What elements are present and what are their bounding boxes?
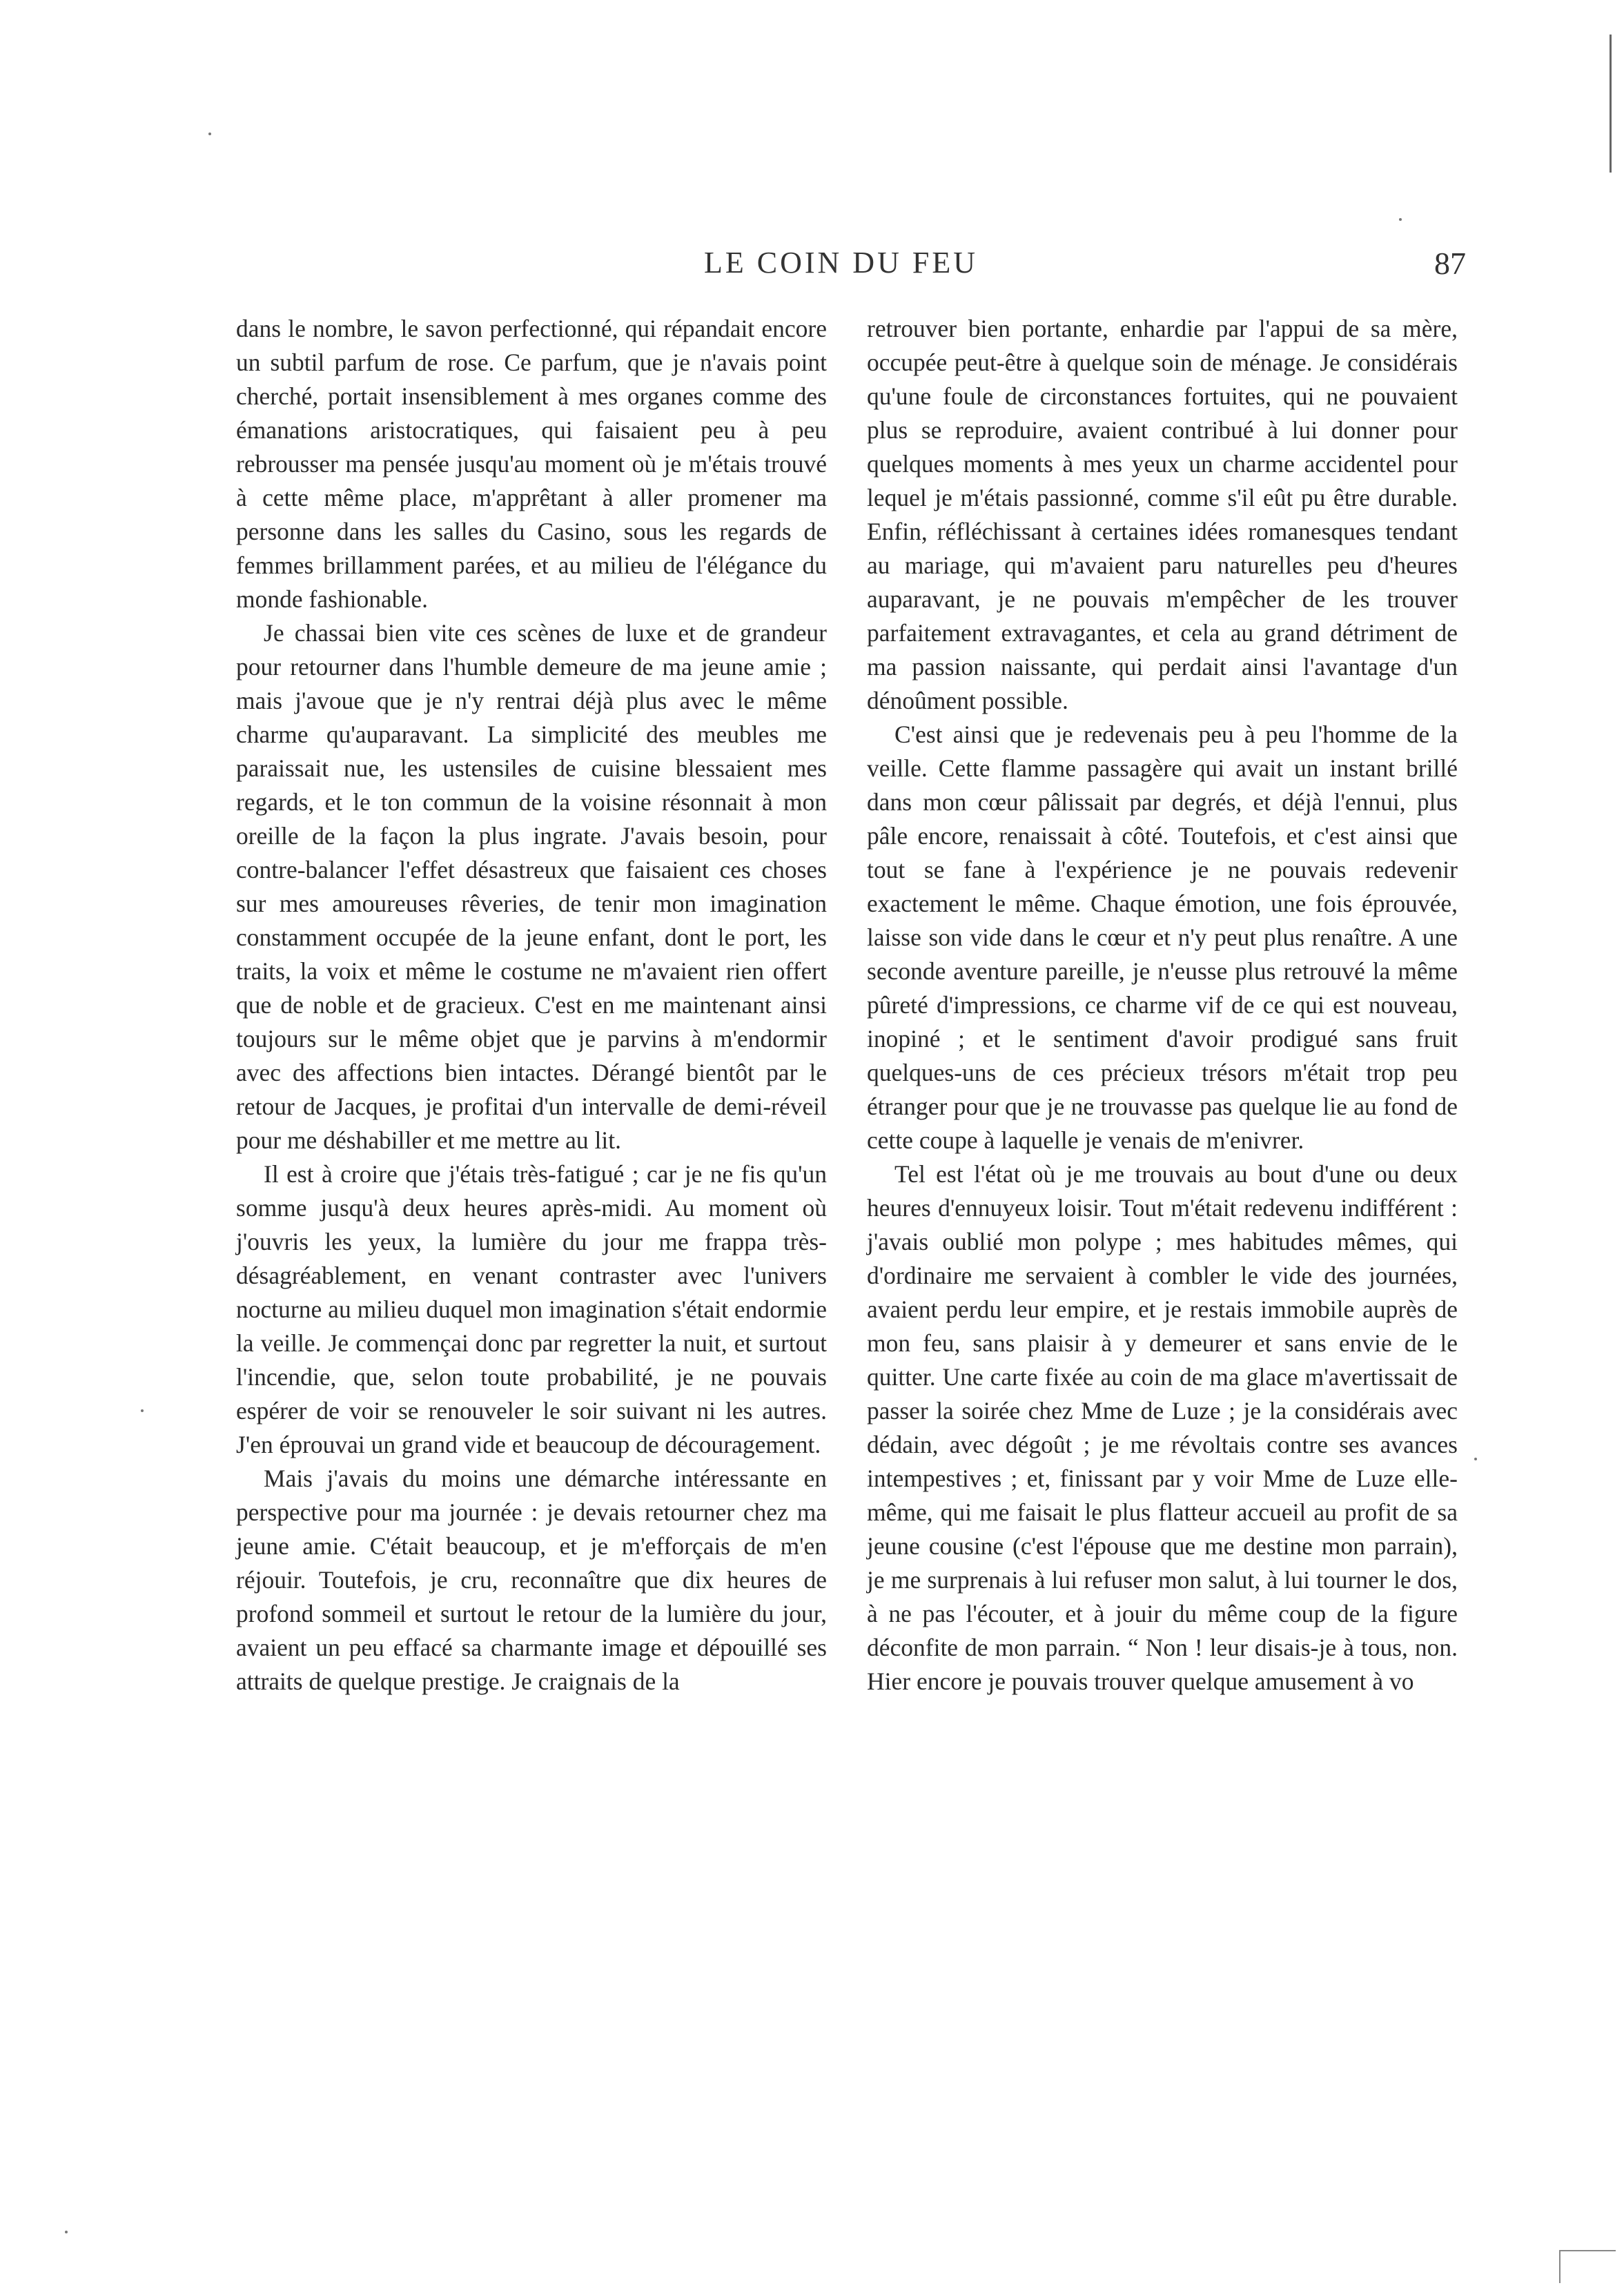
paragraph: Je chassai bien vite ces scènes de luxe et de grandeur pour retourner dans l'humble demeure de ma jeune amie ; mais j'avoue que je n'y rentrai déjà plus avec le même charme qu'auparavant. La simplicité des meubles me paraissait nue, les ustensiles de cuisine blessaient mes regards, et le ton commun de la voisine résonnait à mon oreille de la façon la plus ingrate. J'avais besoin, pour contre-balancer l'effet désastreux que faisaient ces choses sur mes amoureuses rêveries, de tenir mon imagination constamment occupée de la jeune enfant, dont le port, les traits, la voix et même le costume ne m'avaient rien offert que de noble et de gracieux. C'est en me maintenant ainsi toujours sur le même objet que je parvins à m'endormir avec des affections bien intactes. Dérangé bientôt par le retour de Jacques, je profitai d'un intervalle de demi-réveil pour me déshabiller et me mettre au lit. bbox=[236, 619, 827, 1154]
scan-speck bbox=[141, 1409, 144, 1412]
scan-speck bbox=[208, 133, 211, 135]
scan-corner-artifact bbox=[1559, 2250, 1616, 2283]
paragraph: C'est ainsi que je redevenais peu à peu l'homme de la veille. Cette flamme passagère qui avait un instant brillé dans mon cœur pâlissait par degrés, et déjà l'ennui, plus pâle encore, renaissait à côté. Toutefois, et c'est ainsi que tout se fane à l'expérience je ne pouvais redevenir exactement le même. Chaque émotion, une fois éprouvée, laisse son vide dans le cœur et n'y peut plus renaître. A une seconde aventure pareille, je n'eusse plus retrouvé la même pûreté d'impressions, ce charme vif de ce qui est nouveau, inopiné ; et le sentiment d'avoir prodigué sans fruit quelques-uns de ces précieux trésors m'était trop peu étranger pour que je ne trouvasse pas quelque lie au fond de cette coupe à laquelle je venais de m'enivrer. bbox=[867, 721, 1458, 1154]
scan-speck bbox=[1399, 218, 1402, 221]
scan-speck bbox=[65, 2231, 68, 2233]
page-number: 87 bbox=[1434, 246, 1466, 281]
paragraph: dans le nombre, le savon perfectionné, qui répandait encore un subtil parfum de rose. Ce parfum, que je n'avais point cherché, portait insensiblement à mes organes comme des émanations aristocratiques, qui faisaient peu à peu rebrousser ma pensée jusqu'au moment où je m'étais trouvé à cette même place, m'apprêtant à aller promener ma personne dans les salles du Casino, sous les regards de femmes brillamment parées, et au milieu de l'élégance du monde fashionable. bbox=[236, 315, 827, 613]
scan-speck bbox=[1474, 1458, 1477, 1460]
paragraph: Tel est l'état où je me trouvais au bout d'une ou deux heures d'ennuyeux loisir. Tout m'était redevenu indifférent : j'avais oublié mon polype ; mes habitudes mêmes, qui d'ordinaire me servaient à combler le vide des journées, avaient perdu leur empire, et je restais immobile auprès de mon feu, sans plaisir à y demeurer et sans envie de le quitter. Une carte fixée au coin de ma glace m'avertissait de passer la soirée chez Mme de Luze ; je la considérais avec dédain, avec dégoût ; je me révoltais contre ses avances intempestives ; et, finissant par y voir Mme de Luze elle-même, qui me faisait le plus flatteur accueil au profit de sa jeune cousine (c'est l'épouse que me destine mon parrain), je me surprenais à lui refuser mon salut, à lui tourner le dos, à ne pas l'écouter, et à jouir du même coup de la figure déconfite de mon parrain. “ Non ! leur disais-je à tous, non. Hier encore je pouvais trouver quelque amusement à vo bbox=[867, 1160, 1458, 1695]
running-header: LE COIN DU FEU bbox=[704, 246, 978, 280]
paragraph: retrouver bien portante, enhardie par l'appui de sa mère, occupée peut-être à quelque soin de ménage. Je considérais qu'une foule de circonstances fortuites, qui ne pouvaient plus se reproduire, avaient contribué à lui donner pour quelques moments à mes yeux un charme accidentel pour lequel je m'étais passionné, comme s'il eût pu être durable. Enfin, réfléchissant à certaines idées romanesques tendant au mariage, qui m'avaient paru naturelles peu d'heures auparavant, je ne pouvais m'empêcher de les trouver parfaitement extravagantes, et cela au grand détriment de ma passion naissante, qui perdait ainsi l'avantage d'un dénoûment possible. bbox=[867, 315, 1458, 714]
left-column bbox=[236, 312, 827, 1699]
right-column bbox=[867, 312, 1458, 1699]
paragraph: Il est à croire que j'étais très-fatigué ; car je ne fis qu'un somme jusqu'à deux heures après-midi. Au moment où j'ouvris les yeux, la lumière du jour me frappa très-désagréablement, en venant contraster avec l'univers nocturne au milieu duquel mon imagination s'était endormie la veille. Je commençai donc par regretter la nuit, et surtout l'incendie, que, selon toute probabilité, je ne pouvais espérer de voir se renouveler le soir suivant ni les autres. J'en éprouvai un grand vide et beaucoup de découragement. bbox=[236, 1160, 827, 1458]
binding-edge-mark bbox=[1610, 35, 1624, 173]
paragraph: Mais j'avais du moins une démarche intéressante en perspective pour ma journée : je devais retourner chez ma jeune amie. C'était beaucoup, et je m'efforçais de m'en réjouir. Toutefois, je cru, reconnaître que dix heures de profond sommeil et surtout le retour de la lumière du jour, avaient un peu effacé sa charmante image et dépouillé ses attraits de quelque prestige. Je craignais de la bbox=[236, 1465, 827, 1695]
